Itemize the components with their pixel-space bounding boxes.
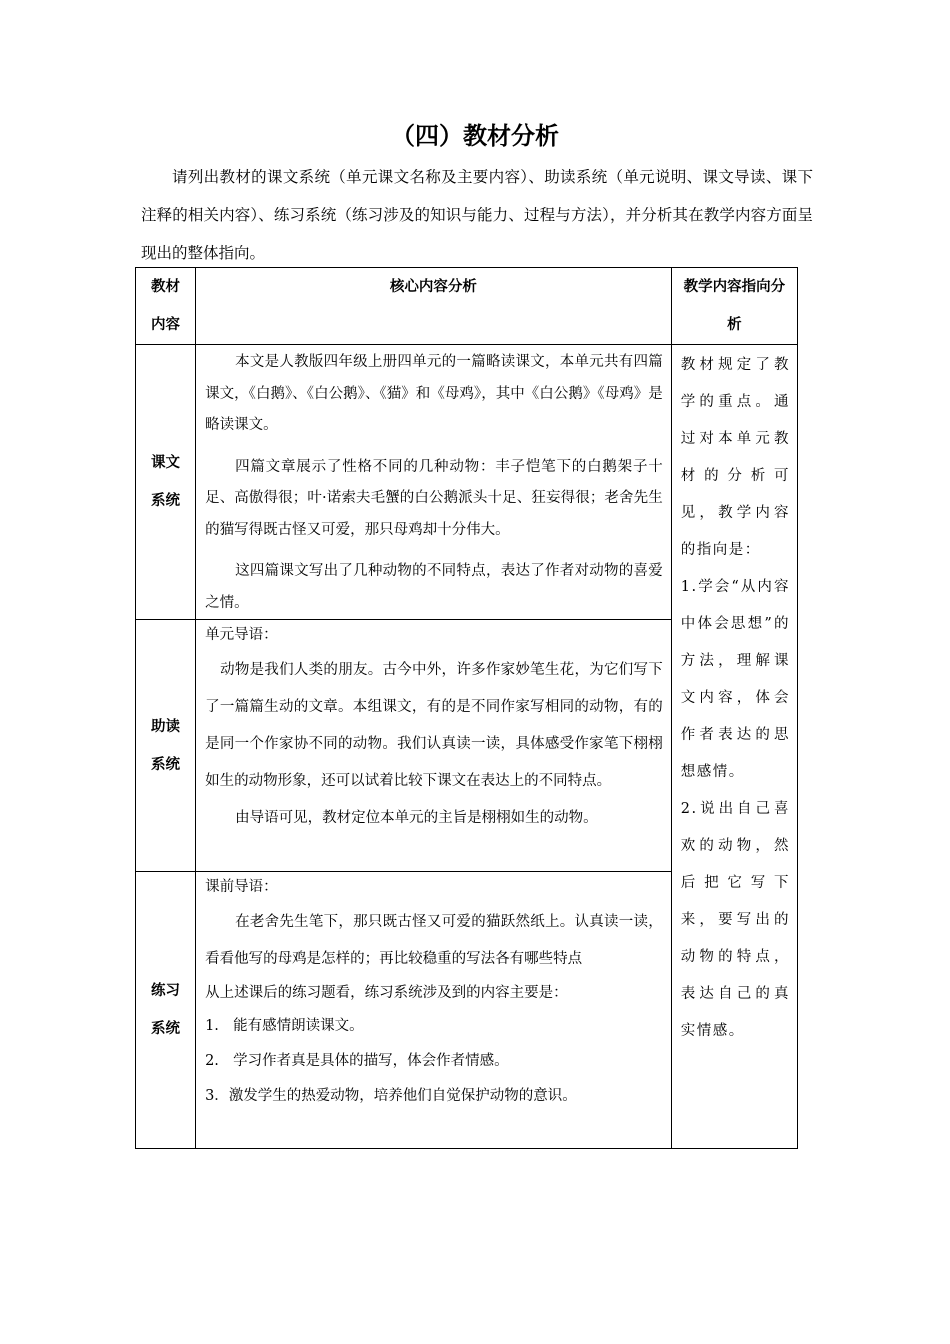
text-system-paragraph-2: 四篇文章展示了性格不同的几种动物：丰子恺笔下的白鹅架子十足、高傲得很；叶·诺索夫毛蟹的白公鹅派头十足、狂妄得很；老舍先生的猫写得既古怪又可爱，那只母鸡却十分伟大。 bbox=[205, 458, 663, 538]
list-text: 学习作者真是具体的描写，体会作者情感。 bbox=[233, 1053, 509, 1069]
analysis-table bbox=[135, 267, 798, 1149]
exercise-summary: 从上述课后的练习题看，练习系统涉及到的内容主要是： bbox=[205, 984, 568, 1001]
reading-aid-content bbox=[196, 620, 672, 872]
list-item bbox=[205, 1079, 663, 1114]
instruction-paragraph: 请列出教材的课文系统（单元课文名称及主要内容）、助读系统（单元说明、课文导读、课下注释的相关内容）、练习系统（练习涉及的知识与能力、过程与方法），并分析其在教学内容方面呈现出的整体指向。 bbox=[141, 168, 813, 262]
analysis-point-1: 1.学会“从内容中体会思想”的方法，理解课文内容，体会作者表达的思想感情。 bbox=[680, 579, 790, 780]
list-number: 2. bbox=[205, 1053, 219, 1069]
header-core-analysis: 核心内容分析 bbox=[196, 268, 672, 345]
row-label-reading-aid-system: 助读系统 bbox=[136, 620, 196, 872]
row-label-exercise-system: 练习系统 bbox=[136, 872, 196, 1149]
section-title: （四）教材分析 bbox=[391, 122, 559, 150]
text-system-paragraph-3: 这四篇课文写出了几种动物的不同特点，表达了作者对动物的喜爱之情。 bbox=[205, 563, 663, 611]
list-text: 激发学生的热爱动物，培养他们自觉保护动物的意识。 bbox=[228, 1088, 577, 1104]
exercise-content bbox=[196, 872, 672, 1149]
row-label-text-system: 课文系统 bbox=[136, 345, 196, 620]
table-row bbox=[136, 345, 798, 620]
text-system-content bbox=[196, 345, 672, 620]
list-number: 1. bbox=[205, 1018, 219, 1034]
unit-intro-conclusion: 由导语可见，教材定位本单元的主旨是栩栩如生的动物。 bbox=[235, 809, 598, 826]
pre-lesson-heading: 课前导语： bbox=[205, 879, 278, 895]
header-teaching-direction: 教学内容指向分析 bbox=[671, 268, 797, 345]
list-number: 3． bbox=[205, 1088, 229, 1104]
pre-lesson-body: 在老舍先生笔下，那只既古怪又可爱的猫跃然纸上。认真读一读，看看他写的母鸡是怎样的；再比较稳重的写法各有哪些特点 bbox=[205, 913, 663, 967]
list-item bbox=[205, 1009, 663, 1044]
text-system-paragraph-1: 本文是人教版四年级上册四单元的一篇略读课文，本单元共有四篇课文，《白鹅》、《白公鹅》、《猫》和《母鸡》，其中《白公鹅》《母鸡》是略读课文。 bbox=[205, 354, 663, 433]
list-item bbox=[205, 1044, 663, 1079]
header-material-content: 教材内容 bbox=[136, 268, 196, 345]
teaching-direction-analysis bbox=[671, 345, 797, 1149]
analysis-point-2: 2.说出自己喜欢的动物，然后把它写下来，要写出的动物的特点，表达自己的真实情感。 bbox=[680, 801, 790, 1039]
analysis-intro: 教材规定了教学的重点。通过对本单元教材的分析可见，教学内容的指向是： bbox=[680, 357, 790, 558]
unit-intro-heading: 单元导语： bbox=[205, 627, 278, 643]
unit-intro-body: 动物是我们人类的朋友。古今中外，许多作家妙笔生花，为它们写下了一篇篇生动的文章。本组课文，有的是不同作家写相同的动物，有的是同一个作家协不同的动物。我们认真读一读，具体感受作家笔下栩栩如生的动物形象，还可以试着比较下课文在表达上的不同特点。 bbox=[205, 661, 663, 789]
table-header-row bbox=[136, 268, 798, 345]
list-text: 能有感情朗读课文。 bbox=[233, 1018, 364, 1034]
